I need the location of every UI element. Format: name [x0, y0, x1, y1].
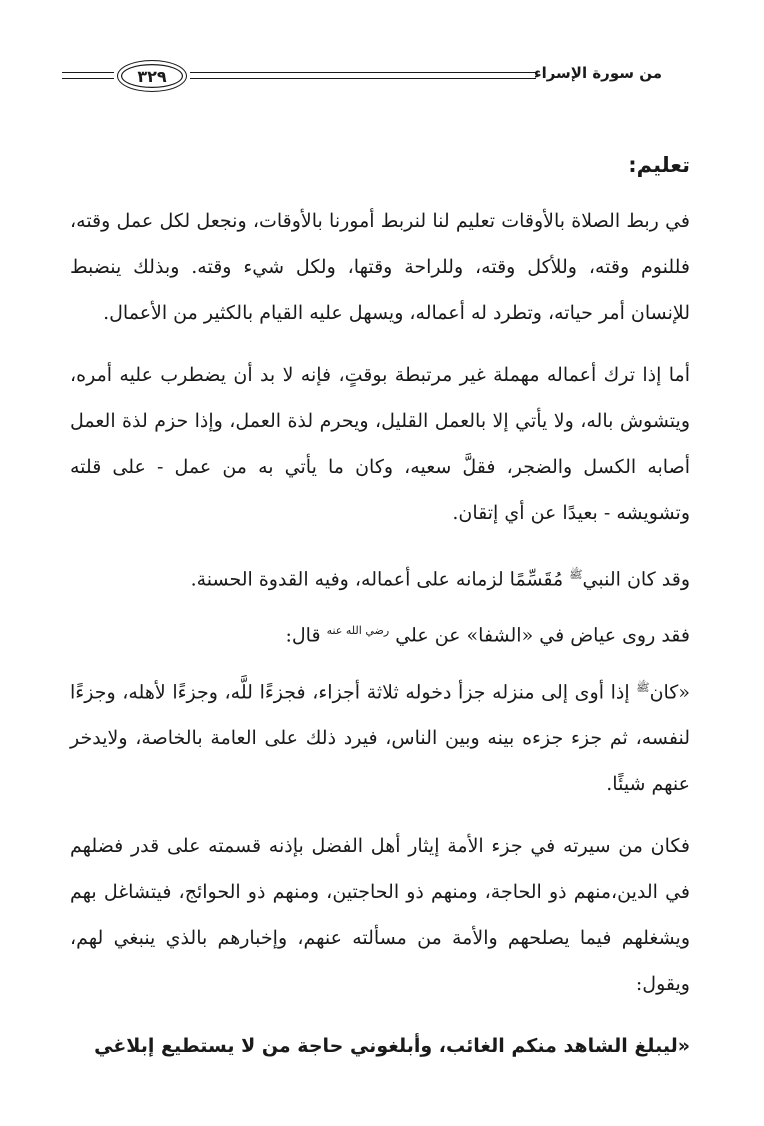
prophet-line-after: مُقَسِّمًا لزمانه على أعماله، وفيه القدوة الحسنة. — [190, 568, 564, 591]
narration-line — [70, 608, 690, 658]
narration-line-before: فقد روى عياض في «الشفا» عن علي — [395, 624, 690, 647]
hadith-after: إذا أوى إلى منزله جزأ دخوله ثلاثة أجزاء، فجزءًا للَّه، وجزءًا لأهله، وجزءًا لنفسه، ثم جزء جزءه بينه وبين الناس، فيرد ذلك على العامة بالخاصة، ولايدخر عنهم شيئًا. — [70, 680, 690, 795]
closing-paragraph: فكان من سيرته في جزء الأمة إيثار أهل الفضل بإذنه قسمته على قدر فضلهم في الدين،منهم ذو الحاجة، ومنهم ذو الحاجتين، ومنهم ذو الحوائج، فيتشاغل بهم ويشغلهم فيما يصلحهم والأمة من مسألته عنهم، وإخبارهم بالذي ينبغي لهم، ويقول: — [70, 834, 690, 995]
honorific-salutation-2: ﷺ — [636, 680, 650, 694]
hadith-before: «كان — [649, 680, 690, 703]
page-number-frame — [117, 60, 187, 92]
paragraph-2: أما إذا ترك أعماله مهملة غير مرتبطة بوقتٍ، فإنه لا بد أن يضطرب عليه أمره، ويتشوش باله، ولا يأتي إلا بالعمل القليل، ويحرم لذة العمل، وإذا حزم لذة العمل أصابه الكسل والضجر، فقلَّ سعيه، وكان ما يأتي به من عمل - على قلته وتشويشه - بعيدًا عن أي إتقان. — [70, 364, 690, 524]
page-number: ٣٢٩ — [137, 66, 167, 86]
section-heading: تعليم: — [628, 153, 690, 177]
narration-line-after: قال: — [285, 624, 321, 647]
paragraph-1: في ربط الصلاة بالأوقات تعليم لنا لنربط أمورنا بالأوقات، ونجعل لكل عمل وقته، فللنوم وقته، وللأكل وقته، وللراحة وقتها، ولكل شيء وقته. وبذلك ينضبط للإنسان أمر حياته، وتطرد له أعماله، ويسهل عليه القيام بالكثير من الأعمال. — [70, 210, 690, 324]
prophet-line-before: وقد كان النبي — [582, 568, 690, 591]
hadith-paragraph — [70, 665, 690, 807]
page-body — [70, 142, 690, 1085]
header-rule-left — [62, 72, 114, 79]
header-rule-middle — [190, 72, 536, 79]
honorific-salutation: ﷺ — [569, 568, 583, 581]
final-quote: «ليبلغ الشاهد منكم الغائب، وأبلغوني حاجة من لا يستطيع إبلاغي — [94, 1034, 690, 1057]
honorific-radiya: رضي الله عنه — [326, 624, 390, 638]
prophet-line — [70, 552, 690, 602]
running-header — [62, 56, 662, 100]
running-header-title: من سورة الإسراء — [533, 64, 662, 82]
